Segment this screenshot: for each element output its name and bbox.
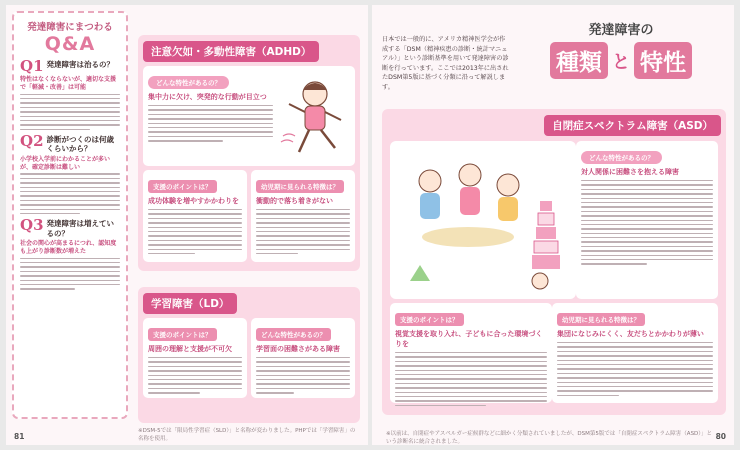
adhd-section [138, 35, 360, 271]
asd-support-pill: 支援のポイントは？ [395, 313, 464, 326]
adhd-childhood-text [256, 209, 350, 254]
ld-trait-text [256, 357, 350, 394]
adhd-childhood-box [251, 170, 355, 262]
asd-support-text [395, 352, 547, 406]
qa-body-text [20, 258, 120, 290]
asd-childhood-pill: 幼児期に見られる特徴は？ [557, 313, 645, 326]
qa-number: Q2 [20, 132, 44, 151]
ld-trait-highlight: 学習面の困難さがある障害 [256, 345, 340, 353]
asd-childhood-box [552, 303, 718, 403]
adhd-banner: 注意欠如・多動性障害（ADHD） [143, 41, 319, 62]
qa-number: Q3 [20, 216, 44, 235]
asd-trait-highlight: 対人関係に困難さを抱える障害 [581, 168, 679, 176]
asd-support-highlight: 視覚支援を取り入れ、子どもに合った環境づくりを [395, 330, 543, 348]
adhd-support-highlight: 成功体験を増やすかかわりを [148, 197, 239, 205]
qa-sidebar [12, 11, 128, 419]
qa-body-text [20, 94, 120, 131]
qa-number: Q1 [20, 57, 44, 75]
page-right [372, 5, 734, 445]
qa-heading-line: 発達障害にまつわる [27, 22, 113, 33]
ld-trait-box [251, 318, 355, 398]
page-heading [518, 19, 724, 79]
ld-section [138, 287, 360, 423]
asd-section [382, 109, 726, 415]
qa-item [14, 134, 126, 214]
asd-childhood-highlight: 集団になじみにくく、友だちとかかわりが薄い [557, 330, 704, 338]
ld-trait-pill: どんな特性があるの？ [256, 328, 331, 341]
adhd-support-box [143, 170, 247, 262]
adhd-trait-box [143, 66, 355, 166]
asd-trait-text [581, 180, 713, 265]
heading-word-types: 種類 [550, 42, 608, 79]
adhd-trait-pill: どんな特性があるの？ [148, 76, 229, 89]
asd-trait-pill: どんな特性があるの？ [581, 151, 662, 164]
asd-trait-box [576, 141, 718, 299]
qa-question: 発達障害は増えているの？ [46, 219, 115, 238]
intro-text: 日本では一般的に、アメリカ精神医学会が作成する「DSM（精神疾患の診断・統計マニュアル）」という診断基準を用いて発達障害の診断を行っています。ここでは2013年に出されたDSM第5版に基づく分類に沿って解説します。 [382, 36, 509, 92]
ld-support-text [148, 357, 242, 394]
qa-question: 発達障害は治るの？ [46, 60, 115, 69]
page-number-left: 81 [14, 432, 25, 441]
asd-support-box [390, 303, 552, 403]
heading-top: 発達障害の [588, 23, 654, 38]
adhd-childhood-pill: 幼児期に見られる特徴は？ [256, 180, 344, 193]
qa-item [14, 218, 126, 289]
qa-answer-highlight: 小学校入学前にわかることが多いが、確定診断は難しい [20, 155, 111, 171]
adhd-childhood-highlight: 衝動的で落ち着きがない [256, 197, 333, 205]
adhd-trait-text [148, 105, 273, 142]
heading-word-traits: 特性 [634, 42, 692, 79]
asd-banner: 自閉症スペクトラム障害（ASD） [544, 115, 721, 136]
asd-footnote: ※以前は、自閉症やアスペルガー症候群などに細かく分類されていましたが、DSM第5版では「自閉症スペクトラム障害（ASD）」という診断名に統合されました。 [386, 431, 713, 445]
qa-answer-highlight: 社会の関心が高まるにつれ、認知度も上がり診断数が増えた [20, 240, 117, 255]
ld-support-box [143, 318, 247, 398]
heading-connector: と [612, 51, 630, 73]
qa-heading [20, 19, 120, 55]
qa-answer-highlight: 特性はなくならないが、適切な支援で「軽減・改善」は可能 [20, 76, 117, 91]
child-running-illustration [279, 76, 351, 160]
adhd-support-pill: 支援のポイントは？ [148, 180, 217, 193]
adhd-trait-highlight: 集中力に欠け、突発的な行動が目立つ [148, 93, 267, 101]
adhd-support-text [148, 209, 242, 254]
ld-footnote: ※DSM-5では「限局性学習症（SLD）」と名称が変わりました。PHPでは「学習障害」の名称を使用。 [138, 428, 356, 442]
ld-support-pill: 支援のポイントは？ [148, 328, 217, 341]
page-number-right: 80 [715, 432, 726, 441]
qa-item [14, 59, 126, 130]
ld-banner: 学習障害（LD） [143, 293, 237, 314]
ld-support-highlight: 周囲の理解と支援が不可欠 [148, 345, 232, 353]
children-playing-illustration [390, 141, 576, 299]
qa-question: 診断がつくのは何歳くらいから？ [46, 135, 115, 154]
qa-body-text [20, 173, 120, 214]
qa-heading-big: Q&A [44, 33, 96, 55]
page-left [6, 5, 368, 445]
asd-childhood-text [557, 342, 713, 396]
